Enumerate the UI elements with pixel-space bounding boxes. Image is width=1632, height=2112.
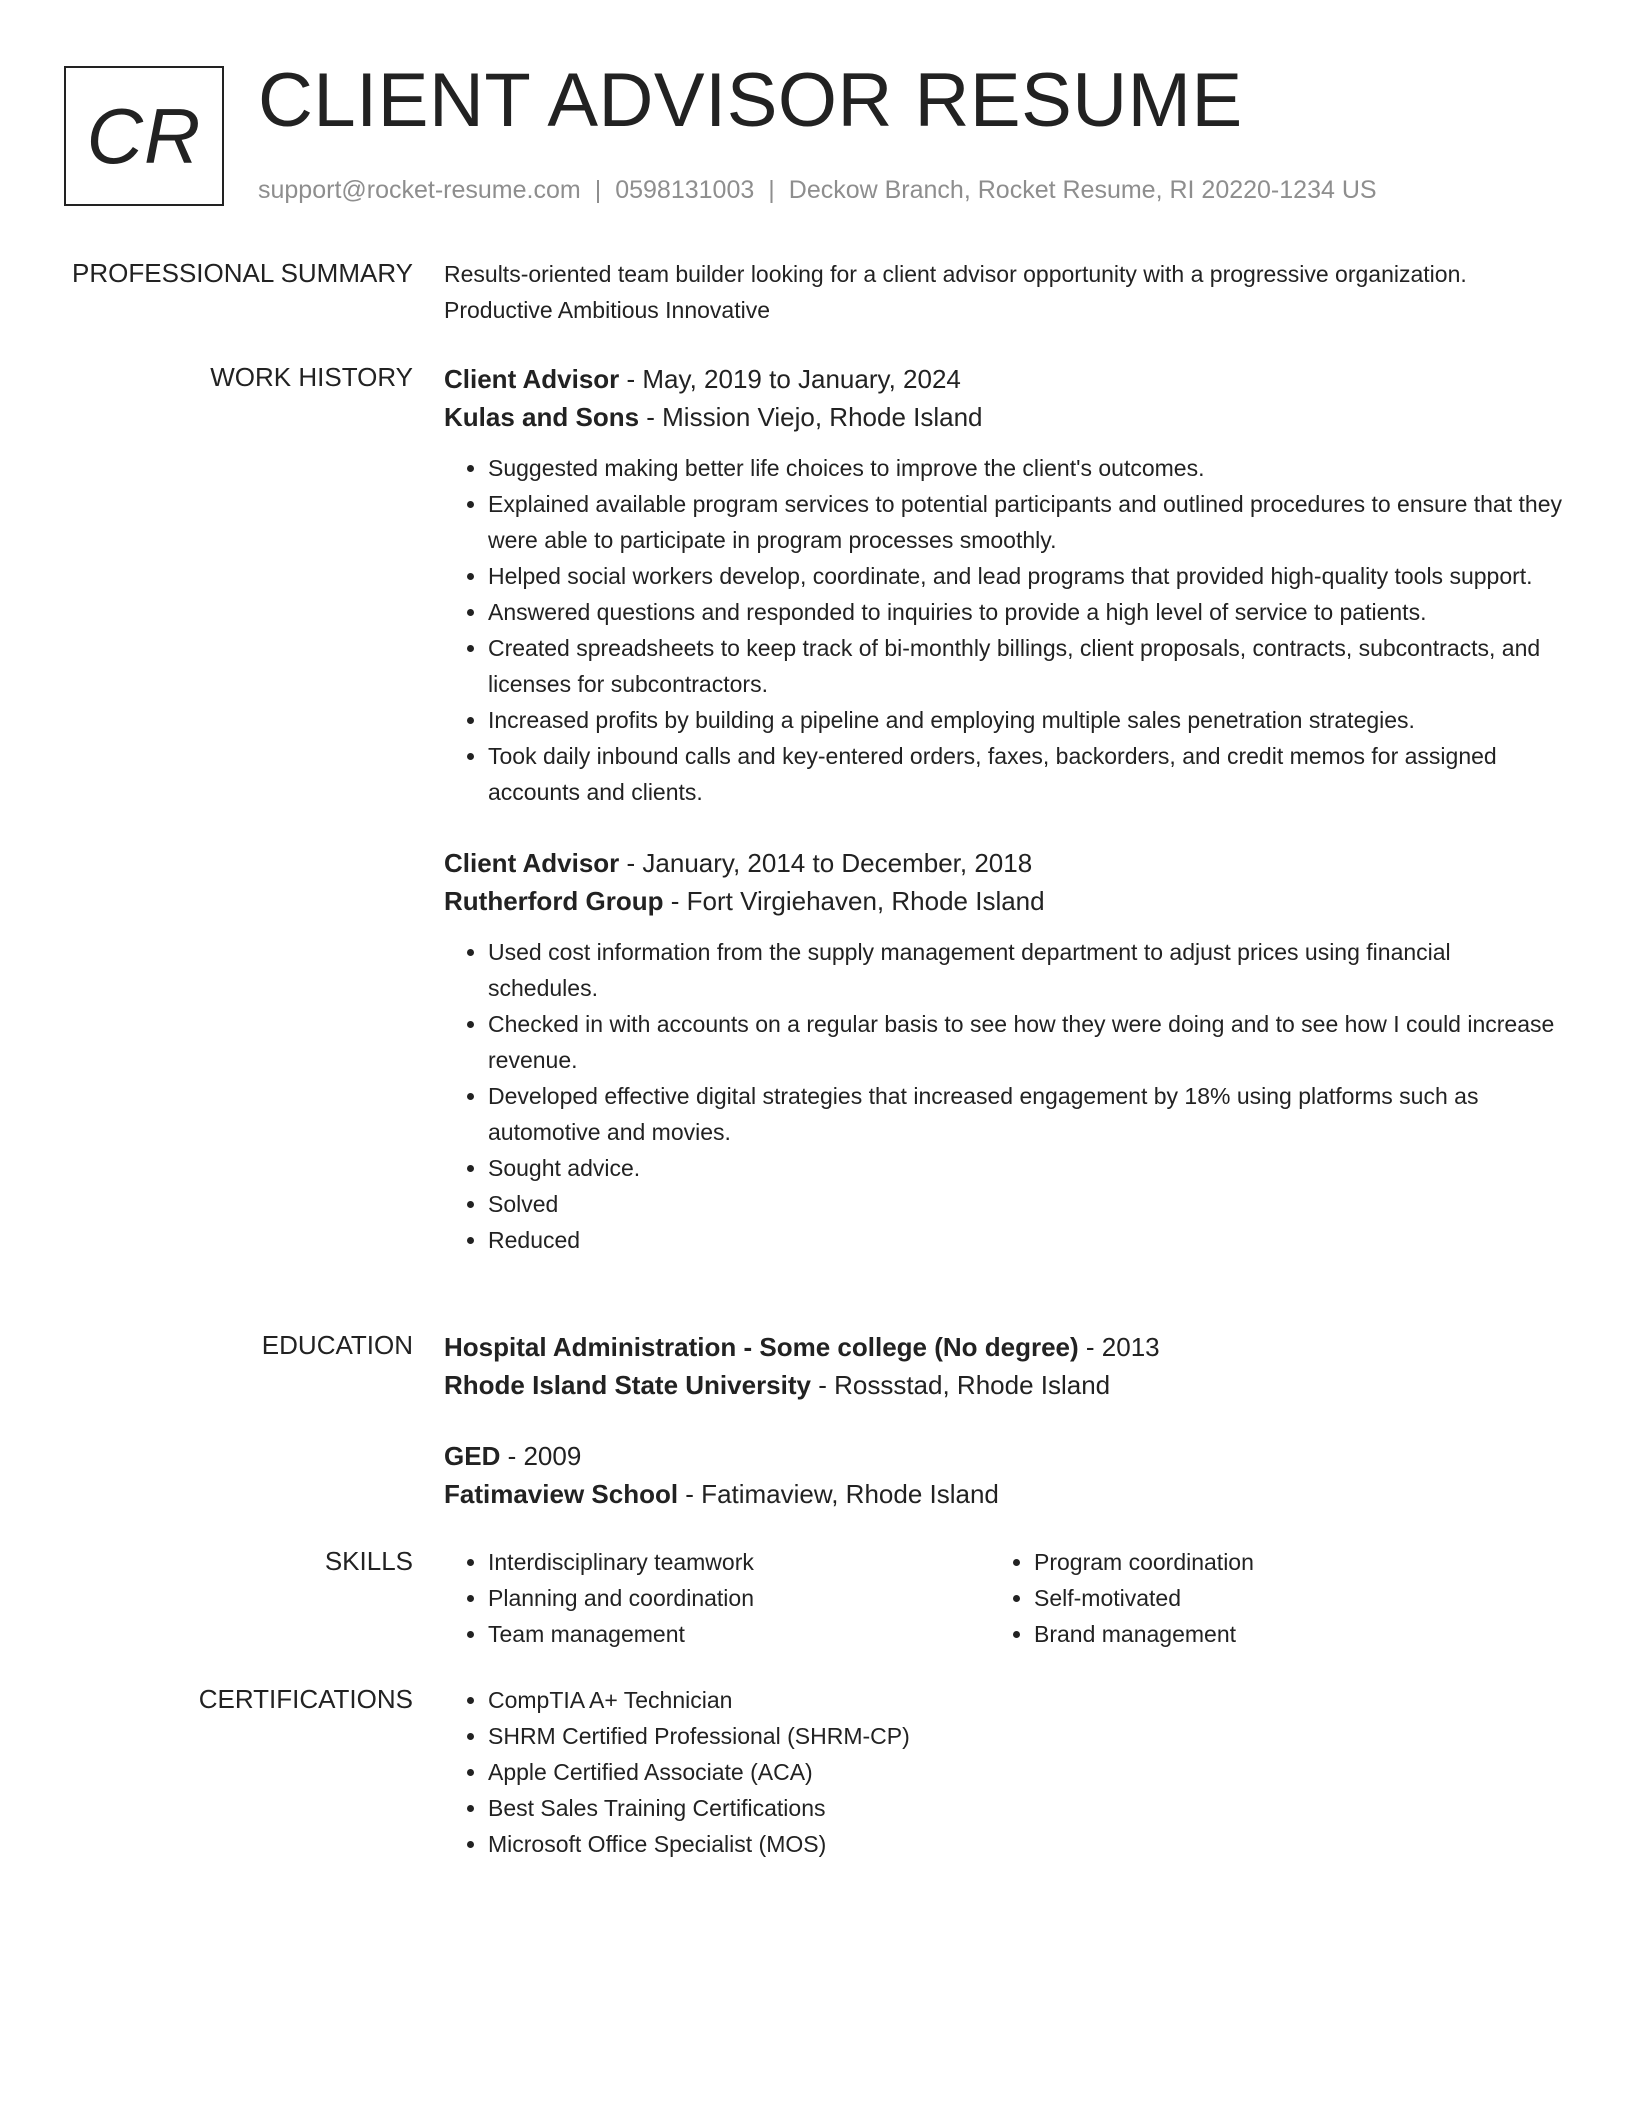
education-location: - Fatimaview, Rhode Island bbox=[678, 1479, 999, 1509]
summary-text: Results-oriented team builder looking for a client advisor opportunity with a progressive organization. bbox=[444, 261, 1467, 287]
list-item: • Increased profits by building a pipeline and employing multiple sales penetration strategies. bbox=[488, 702, 1564, 738]
contact-phone: 0598131003 bbox=[615, 176, 755, 204]
list-item: • Explained available program services to potential participants and outlined procedures to ensure that they were able to participate in program processes smoothly. bbox=[488, 486, 1564, 558]
education-year: - 2009 bbox=[500, 1441, 582, 1471]
skills-list bbox=[990, 1544, 1536, 1652]
section-label: CERTIFICATIONS bbox=[198, 1684, 413, 1714]
skills-grid bbox=[444, 1544, 1564, 1652]
list-item: • Brand management bbox=[1034, 1616, 1536, 1652]
list-item: • Used cost information from the supply management department to adjust prices using financial schedules. bbox=[488, 934, 1564, 1006]
contact-separator: | bbox=[594, 176, 602, 204]
education-school: Rhode Island State University bbox=[444, 1370, 811, 1400]
list-item: • Answered questions and responded to inquiries to provide a high level of service to patients. bbox=[488, 594, 1564, 630]
skills-column bbox=[990, 1544, 1536, 1652]
job-bullets bbox=[444, 450, 1564, 810]
education-entry bbox=[444, 1328, 1564, 1404]
skills-column bbox=[444, 1544, 990, 1652]
list-item: • Self-motivated bbox=[1034, 1580, 1536, 1616]
job-company-line bbox=[444, 398, 1564, 436]
education-degree: Hospital Administration - Some college (No degree) bbox=[444, 1332, 1079, 1362]
section-body bbox=[444, 1544, 1564, 1652]
list-item: • Suggested making better life choices to improve the client's outcomes. bbox=[488, 450, 1564, 486]
job-company-line bbox=[444, 882, 1564, 920]
summary-keywords: Productive Ambitious Innovative bbox=[444, 297, 771, 323]
list-item: • Helped social workers develop, coordinate, and lead programs that provided high-quality tools support. bbox=[488, 558, 1564, 594]
list-item: • CompTIA A+ Technician bbox=[488, 1682, 1564, 1718]
education-degree-line bbox=[444, 1328, 1564, 1366]
job-title-line bbox=[444, 360, 1564, 398]
job-bullets bbox=[444, 934, 1564, 1258]
list-item: • Developed effective digital strategies that increased engagement by 18% using platforms such as automotive and movies. bbox=[488, 1078, 1564, 1150]
job-location: - Mission Viejo, Rhode Island bbox=[639, 402, 983, 432]
education-location: - Rossstad, Rhode Island bbox=[810, 1370, 1111, 1400]
section-body bbox=[444, 256, 1564, 328]
job-entry bbox=[444, 844, 1564, 1258]
education-entry bbox=[444, 1437, 1564, 1513]
list-item: • Program coordination bbox=[1034, 1544, 1536, 1580]
list-item: • Apple Certified Associate (ACA) bbox=[488, 1754, 1564, 1790]
job-title: Client Advisor bbox=[444, 848, 620, 878]
education-school: Fatimaview School bbox=[444, 1479, 679, 1509]
certifications-list bbox=[444, 1682, 1564, 1862]
monogram-text: CR bbox=[86, 91, 202, 180]
education-school-line bbox=[444, 1366, 1564, 1404]
section-body bbox=[444, 360, 1564, 1258]
list-item: • Best Sales Training Certifications bbox=[488, 1790, 1564, 1826]
section-label: PROFESSIONAL SUMMARY bbox=[72, 258, 413, 288]
list-item: • Microsoft Office Specialist (MOS) bbox=[488, 1826, 1564, 1862]
list-item: • Planning and coordination bbox=[488, 1580, 990, 1616]
contact-line bbox=[258, 174, 1377, 206]
skills-list bbox=[444, 1544, 990, 1652]
list-item: • Checked in with accounts on a regular basis to see how they were doing and to see how I could increase revenue. bbox=[488, 1006, 1564, 1078]
section-label: EDUCATION bbox=[261, 1330, 413, 1360]
section-label: SKILLS bbox=[324, 1546, 413, 1576]
resume-title: CLIENT ADVISOR RESUME bbox=[258, 58, 1243, 143]
section-body bbox=[444, 1328, 1564, 1513]
job-entry bbox=[444, 360, 1564, 810]
section-label: WORK HISTORY bbox=[210, 362, 413, 392]
contact-separator: | bbox=[768, 176, 775, 204]
job-dates: - May, 2019 to January, 2024 bbox=[619, 364, 961, 394]
contact-address: Deckow Branch, Rocket Resume, RI 20220-1234 US bbox=[788, 176, 1377, 204]
job-title-line bbox=[444, 844, 1564, 882]
education-year: - 2013 bbox=[1078, 1332, 1160, 1362]
list-item: • Took daily inbound calls and key-entered orders, faxes, backorders, and credit memos for assigned accounts and clients. bbox=[488, 738, 1564, 810]
section-body bbox=[444, 1682, 1564, 1862]
job-company: Rutherford Group bbox=[444, 886, 664, 916]
job-company: Kulas and Sons bbox=[444, 402, 640, 432]
list-item: • Reduced bbox=[488, 1222, 1564, 1258]
list-item: • Interdisciplinary teamwork bbox=[488, 1544, 990, 1580]
job-dates: - January, 2014 to December, 2018 bbox=[619, 848, 1033, 878]
list-item: • Sought advice. bbox=[488, 1150, 1564, 1186]
monogram-badge bbox=[64, 66, 224, 206]
contact-email: support@rocket-resume.com bbox=[258, 176, 581, 204]
list-item: • Created spreadsheets to keep track of bi-monthly billings, client proposals, contracts, subcontracts, and licenses for subcontractors. bbox=[488, 630, 1564, 702]
job-title: Client Advisor bbox=[444, 364, 620, 394]
list-item: • Solved bbox=[488, 1186, 1564, 1222]
education-degree: GED bbox=[444, 1441, 501, 1471]
education-school-line bbox=[444, 1475, 1564, 1513]
list-item: • Team management bbox=[488, 1616, 990, 1652]
education-degree-line bbox=[444, 1437, 1564, 1475]
job-location: - Fort Virgiehaven, Rhode Island bbox=[663, 886, 1045, 916]
list-item: • SHRM Certified Professional (SHRM-CP) bbox=[488, 1718, 1564, 1754]
